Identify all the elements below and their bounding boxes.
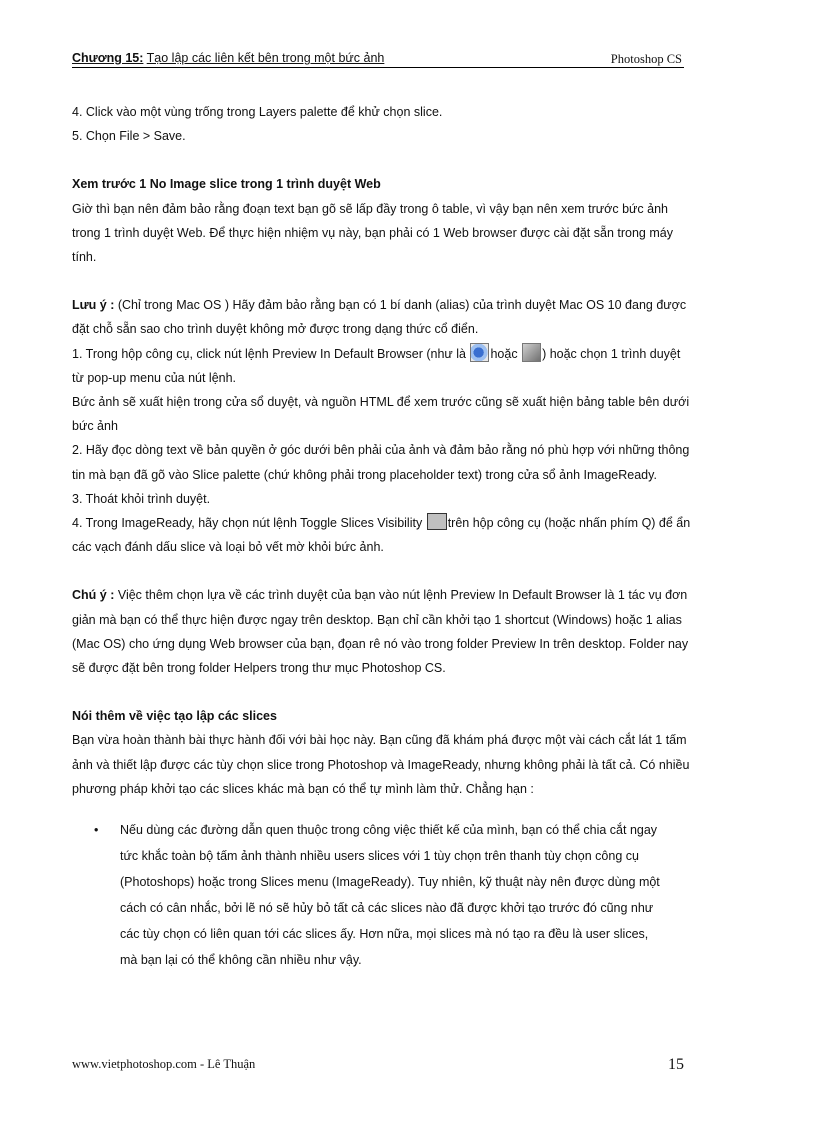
chapter-label: Chương 15:: [72, 51, 144, 65]
step-4-deselect: 4. Click vào một vùng trống trong Layers palette để khử chọn slice.: [72, 105, 443, 119]
section-body-preview: Giờ thì bạn nên đảm bảo rằng đoạn text bạn gõ sẽ lấp đầy trong ô table, vì vậy bạn nên xem trước bức ảnh trong 1 trình duyệt Web. Để thực hiện nhiệm vụ này, bạn phải có 1 Web browser được cài đặt sẵn trong máy tính.: [72, 201, 673, 265]
chapter-title: Tạo lập các liên kết bên trong một bức ảnh: [146, 51, 385, 65]
netscape-browser-icon: [522, 343, 541, 362]
bullet-text: Nếu dùng các đường dẫn quen thuộc trong công việc thiết kế của mình, bạn có thể chia cắt ngay tức khắc toàn bộ tấm ảnh thành nhiều users slices với 1 tùy chọn trên thanh tùy chọn công cụ (Photoshops) hoặc trong Slices menu (ImageReady). Tuy nhiên, kỹ thuật này nên được dùng một cách có cân nhắc, bởi lẽ nó sẽ hủy bỏ tất cả các slices nào đã được khởi tạo trước đó cũng như các tùy chọn có liên quan tới các slices ấy. Hơn nữa, mọi slices mà nó tạo ra đều là user slices, mà bạn lại có thể không cần nhiều như vậy.: [120, 823, 660, 968]
bullet-list: [72, 817, 692, 973]
step-1-text-a: 1. Trong hộp công cụ, click nút lệnh Preview In Default Browser (như là: [72, 346, 470, 361]
section-heading-preview: Xem trước 1 No Image slice trong 1 trình duyệt Web: [72, 177, 381, 192]
step-4-text-a: 4. Trong ImageReady, hãy chọn nút lệnh Toggle Slices Visibility: [72, 516, 426, 531]
step-4-toggle: [72, 511, 692, 559]
toggle-slices-visibility-icon: [427, 513, 447, 530]
step-3-exit: 3. Thoát khỏi trình duyệt.: [72, 491, 211, 506]
note-text: (Chỉ trong Mac OS ) Hãy đảm bảo rằng bạn có 1 bí danh (alias) của trình duyệt Mac OS 10 đang được đặt chỗ sẵn sao cho trình duyệt không mở được trong dạng thức cổ điển.: [72, 298, 687, 337]
footer-website-author: www.vietphotoshop.com - Lê Thuận: [72, 1057, 256, 1071]
list-item: [72, 817, 666, 973]
page-number: 15: [668, 1056, 684, 1073]
note-mac-os: [72, 293, 692, 341]
bullet-icon: •: [94, 823, 99, 838]
page-header: [72, 51, 684, 68]
page-content: [72, 100, 692, 973]
book-title: Photoshop CS: [610, 52, 682, 66]
step-1-extra: Bức ảnh sẽ xuất hiện trong cửa sổ duyệt, và nguồn HTML để xem trước cũng sẽ xuất hiện bảng table bên dưới bức ảnh: [72, 395, 690, 434]
step-4-text-b: trên hộp công cụ (hoặc nhấn phím Q) để ẩn các vạch đánh dấu slice và loại bỏ vết mờ khỏi bức ảnh.: [72, 516, 691, 555]
step-2-copyright: 2. Hãy đọc dòng text về bản quyền ở góc dưới bên phải của ảnh và đảm bảo rằng nó phù hợp với những thông tin mà bạn đã gõ vào Slice palette (chứ không phải trong placeholder text) trong cửa sổ ảnh ImageReady.: [72, 443, 690, 482]
internet-explorer-icon: [470, 343, 489, 362]
step-1-text-b: hoặc: [490, 346, 522, 361]
note-browser-choice: [72, 583, 692, 680]
page-footer: [72, 1057, 686, 1077]
note-label: Chú ý :: [72, 588, 115, 603]
step-1-preview: [72, 342, 692, 390]
step-1-text-c: ) hoặc chọn 1 trình duyệt từ pop-up menu của nút lệnh.: [72, 346, 681, 385]
note-label: Lưu ý :: [72, 298, 115, 313]
step-5-save: 5. Chọn File > Save.: [72, 129, 186, 144]
note-text: Việc thêm chọn lựa về các trình duyệt của bạn vào nút lệnh Preview In Default Browser là 1 tác vụ đơn giản mà bạn có thể thực hiện được ngay trên desktop. Bạn chỉ cần khởi tạo 1 shortcut (Windows) hoặc 1 alias (Mac OS) cho ứng dụng Web browser của bạn, đọan rê nó vào trong folder Preview In trên desktop. Folder nay sẽ được đặt bên trong folder Helpers trong thư mục Photoshop CS.: [72, 588, 689, 676]
section-body-more-slices: Bạn vừa hoàn thành bài thực hành đối với bài học này. Bạn cũng đã khám phá được một vài cách cắt lát 1 tấm ảnh và thiết lập được các tùy chọn slice trong Photoshop và ImageReady, nhưng không phải là tất cả. Có nhiều phương pháp khởi tạo các slices khác mà bạn có thể tự mình làm thử. Chẳng hạn :: [72, 733, 690, 796]
chapter-heading: [72, 51, 384, 65]
section-heading-more-slices: Nói thêm về việc tạo lập các slices: [72, 709, 277, 724]
